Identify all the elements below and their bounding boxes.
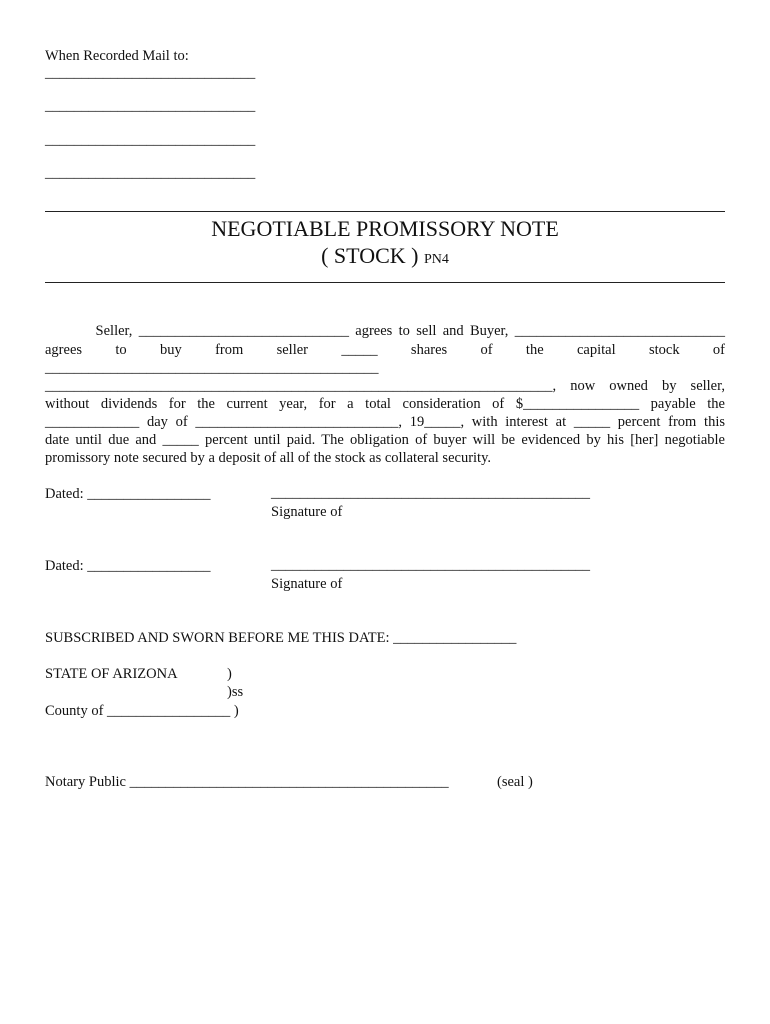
document-subtitle (45, 243, 725, 273)
address-line-4: _____________________________ (45, 165, 256, 181)
body-line-5: without dividends for the current year, for a total consideration of $________________ payable the (45, 396, 725, 412)
body-line-7: date until due and _____ percent until paid. The obligation of buyer will be evidenced by his [her] negotiable (45, 432, 725, 448)
dated-field-2: Dated: _________________ (45, 558, 211, 574)
form-code: PN4 (423, 252, 449, 267)
address-line-3: _____________________________ (45, 132, 256, 148)
recorded-mail-label: When Recorded Mail to: (45, 48, 189, 64)
subtitle-stock: ( STOCK ) (321, 243, 419, 268)
document-title: NEGOTIABLE PROMISSORY NOTE (211, 216, 559, 241)
body-line-4: ______________________________________________________________________, now owned by seller, (45, 378, 725, 394)
body-line-3: ______________________________________________ (45, 360, 379, 376)
signature-line-2: ____________________________________________ (271, 557, 590, 573)
state-paren: ) (227, 666, 232, 682)
body-line-6: _____________ day of ____________________________, 19_____, with interest at _____ percent from this (45, 414, 725, 430)
subscribed-sworn-line: SUBSCRIBED AND SWORN BEFORE ME THIS DATE: _________________ (45, 630, 517, 646)
title-bottom-rule (45, 282, 725, 283)
seal-label: (seal ) (497, 774, 533, 790)
state-label: STATE OF ARIZONA (45, 666, 178, 682)
signature-label-2: Signature of (271, 576, 343, 592)
dated-field-1: Dated: _________________ (45, 486, 211, 502)
body-line-8: promissory note secured by a deposit of all of the stock as collateral security. (45, 450, 492, 466)
title-top-rule (45, 211, 725, 212)
body-line-2: agrees to buy from seller _____ shares of the capital stock of (45, 342, 725, 358)
body-line-1: Seller, _____________________________ agrees to sell and Buyer, _____________________________ (45, 323, 725, 339)
notary-public-line: Notary Public ____________________________________________ (45, 774, 449, 790)
address-line-2: _____________________________ (45, 98, 256, 114)
address-line-1: _____________________________ (45, 65, 256, 81)
county-field: County of _________________ ) (45, 703, 239, 719)
signature-label-1: Signature of (271, 504, 343, 520)
ss-mark: )ss (227, 684, 244, 700)
signature-line-1: ____________________________________________ (271, 485, 590, 501)
